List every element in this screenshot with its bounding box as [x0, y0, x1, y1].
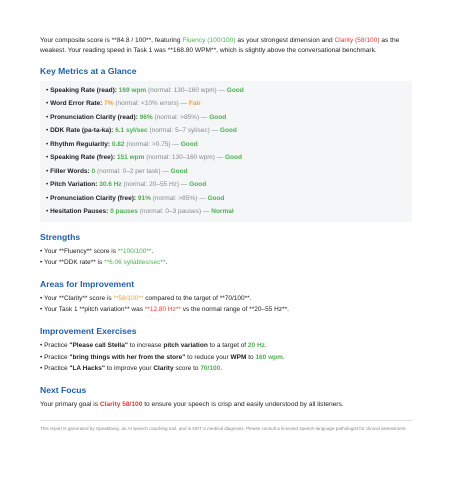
improvement-value: **58/100**: [113, 294, 144, 302]
exercise-phrase: "Please call Stella": [69, 342, 128, 350]
key-metrics-heading: Key Metrics at a Glance: [40, 66, 137, 77]
exercise-target: 20 Hz: [247, 342, 265, 350]
exercise-text: • Practice: [40, 365, 70, 373]
strength-item: [40, 246, 412, 258]
intro-text: Your composite score is **84.8 / 100**, featuring: [40, 37, 183, 44]
exercise-text: .: [220, 365, 223, 373]
exercise-text: score to: [173, 365, 201, 373]
exercise-target: 70/100: [200, 365, 221, 373]
exercise-text: to increase: [127, 342, 164, 350]
exercise-item: [40, 363, 412, 375]
metric-label: Speaking Rate (free):: [50, 154, 116, 162]
metric-value: 7%: [104, 100, 114, 108]
metric-status: Fair: [188, 100, 201, 108]
metric-row: [46, 84, 408, 98]
next-focus-heading: Next Focus: [40, 384, 87, 395]
metric-normal-range: (normal: 130–160 wpm) —: [146, 154, 224, 162]
bullet: •: [46, 100, 51, 108]
strength-item: [40, 257, 412, 269]
metric-label: Word Error Rate:: [50, 100, 103, 108]
metric-status: Good: [207, 194, 225, 202]
footer-divider: [40, 420, 412, 421]
metric-normal-range: (normal: <10% errors) —: [115, 100, 188, 108]
metric-normal-range: (normal: 20–55 Hz) —: [123, 181, 188, 189]
metric-value: 169 wpm: [118, 86, 147, 94]
exercise-text: • Practice: [40, 353, 70, 361]
metric-status: Good: [170, 167, 188, 175]
bullet: •: [46, 127, 51, 135]
exercise-phrase: "LA Hacks": [69, 365, 105, 373]
metric-row: [46, 205, 408, 219]
metric-status: Good: [226, 86, 244, 94]
footer-disclaimer: This report is generated by SpeakEasy, an AI speech coaching tool, and is NOT a medical diagnosis. Please consult a licensed speech-language pathologist for clinical assessment.: [40, 425, 407, 431]
metric-status: Good: [180, 140, 198, 148]
bullet: •: [46, 113, 51, 121]
exercise-item: [40, 340, 412, 352]
metric-value: 0.82: [111, 140, 125, 148]
improvement-text: • Your Task 1 **pitch variation** was: [40, 306, 145, 314]
bullet: •: [46, 208, 51, 216]
metric-status: Normal: [211, 208, 234, 216]
strength-text: • Your **DDK rate** is: [40, 259, 105, 267]
bullet: •: [46, 167, 51, 175]
strength-text: .: [165, 259, 168, 267]
metric-row: [46, 124, 408, 138]
exercises-heading: Improvement Exercises: [40, 325, 137, 336]
metric-status: Good: [209, 113, 227, 121]
metric-value: 6.1 syl/sec: [115, 127, 148, 135]
exercise-phrase: "bring things with her from the store": [69, 353, 186, 361]
intro-clarity: Clarity (58/100): [334, 37, 380, 44]
metric-normal-range: (normal: >85%) —: [152, 194, 206, 202]
improvement-text: • Your **Clarity** score is: [40, 294, 114, 302]
metric-normal-range: (normal: 0–3 pauses) —: [139, 208, 210, 216]
intro-paragraph: [40, 36, 412, 56]
metric-row: [46, 111, 408, 125]
metric-status: Good: [224, 154, 242, 162]
focus-value: Clarity 58/100: [99, 400, 143, 408]
exercise-metric: WPM: [230, 353, 247, 361]
metric-value: 30.6 Hz: [99, 181, 122, 189]
exercise-target: 160 wpm: [255, 353, 283, 361]
exercise-text: to improve your: [104, 365, 154, 373]
metric-value: 0: [91, 167, 96, 175]
improvement-item: [40, 304, 412, 316]
exercise-item: [40, 352, 412, 364]
metric-label: Pitch Variation:: [50, 181, 98, 189]
metric-normal-range: (normal: 130–160 wpm) —: [148, 86, 225, 94]
metric-value: 151 wpm: [116, 154, 145, 162]
improvement-heading: Areas for Improvement: [40, 278, 135, 289]
strengths-heading: Strengths: [40, 231, 81, 242]
metric-normal-range: (normal: >0.75) —: [126, 140, 179, 148]
focus-text: to ensure your speech is crisp and easily understood by all listeners.: [142, 400, 344, 408]
metric-normal-range: (normal: 0–2 per task) —: [96, 167, 169, 175]
exercise-text: to a target of: [207, 342, 248, 350]
improvement-text: vs the normal range of **20–55 Hz**.: [180, 306, 289, 314]
report-page: [40, 36, 412, 432]
metric-row: [46, 151, 408, 165]
metric-status: Good: [189, 181, 207, 189]
exercise-metric: pitch variation: [163, 342, 208, 350]
bullet: •: [46, 154, 51, 162]
strength-value: **100/100**: [117, 247, 152, 255]
strength-value: **6.06 syllables/sec**: [104, 259, 166, 267]
improvement-text: compared to the target of **70/100**.: [143, 294, 252, 302]
metric-value: 91%: [137, 194, 151, 202]
exercise-text: to: [246, 353, 256, 361]
exercise-text: .: [282, 353, 285, 361]
metric-row: [46, 178, 408, 192]
metric-value: 0 pauses: [110, 208, 138, 216]
exercise-text: to reduce your: [185, 353, 231, 361]
metric-row: [46, 97, 408, 111]
metric-label: Hesitation Pauses:: [50, 208, 109, 216]
metric-label: Speaking Rate (read):: [50, 86, 117, 94]
strength-text: .: [151, 247, 154, 255]
exercise-metric: Clarity: [153, 365, 174, 373]
bullet: •: [46, 140, 51, 148]
metric-label: DDK Rate (pa-ta-ka):: [50, 127, 114, 135]
next-focus-text: [40, 399, 412, 410]
metric-row: [46, 192, 408, 206]
metric-normal-range: (normal: 5–7 syl/sec) —: [149, 127, 219, 135]
metric-value: 96%: [139, 113, 153, 121]
improvement-item: [40, 293, 412, 305]
intro-text: as your strongest dimension and: [235, 37, 335, 44]
bullet: •: [46, 181, 51, 189]
bullet: •: [46, 194, 51, 202]
metric-status: Good: [219, 127, 237, 135]
metric-row: [46, 165, 408, 179]
metric-normal-range: (normal: >85%) —: [154, 113, 208, 121]
intro-fluency: Fluency (100/100): [182, 37, 236, 44]
intro-text: as the weakest. Your reading speed in Task 1 was **168.80 WPM**, which is slightly above the conversational benchmark.: [40, 37, 400, 55]
improvement-value: **12.80 Hz**: [144, 306, 181, 314]
metric-label: Filler Words:: [50, 167, 90, 175]
bullet: •: [46, 86, 51, 94]
metric-label: Rhythm Regularity:: [50, 140, 111, 148]
focus-text: Your primary goal is: [40, 400, 100, 408]
metric-label: Pronunciation Clarity (free):: [50, 194, 137, 202]
metric-row: [46, 138, 408, 152]
key-metrics-list: [40, 81, 412, 222]
metric-label: Pronunciation Clarity (read):: [50, 113, 138, 121]
exercise-text: • Practice: [40, 342, 70, 350]
strength-text: • Your **Fluency** score is: [40, 247, 118, 255]
exercise-text: .: [264, 342, 267, 350]
